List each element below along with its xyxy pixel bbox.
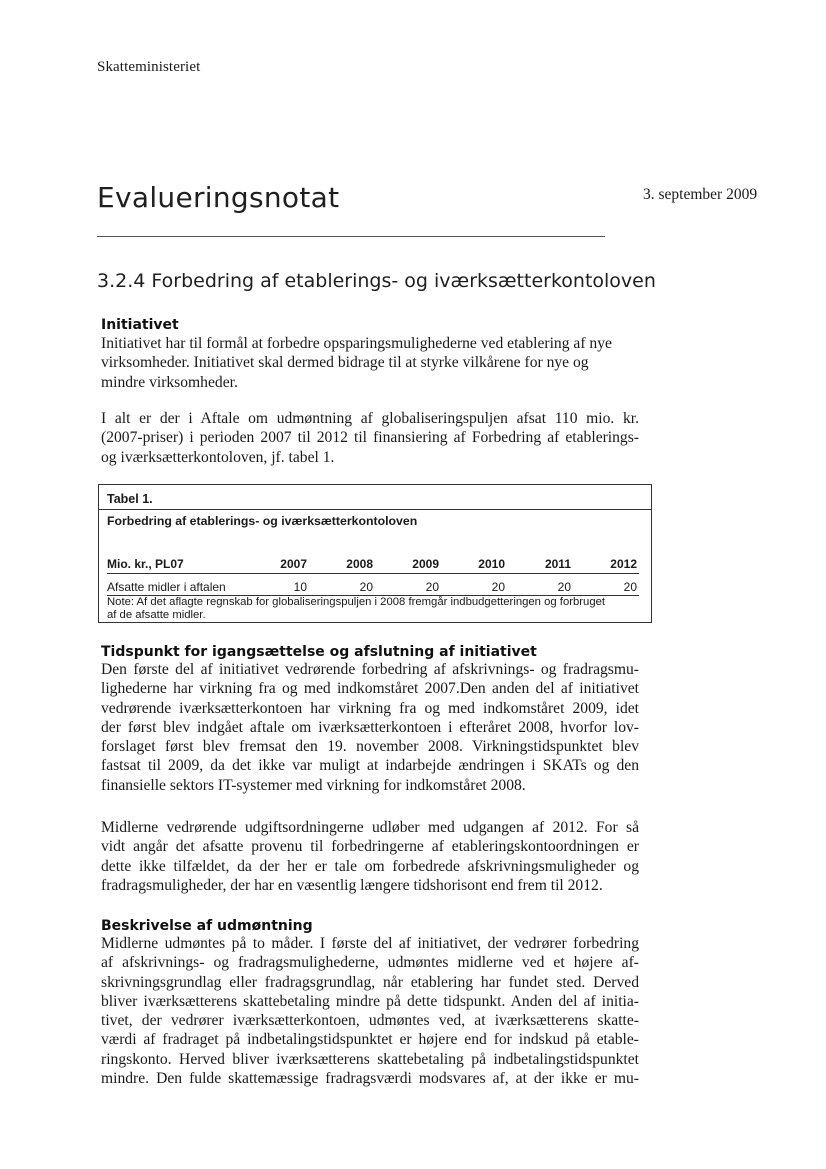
table-note bbox=[107, 596, 643, 622]
text-line: der først blev indgået aftale om iværksætterkontoen i efteråret 2008, hvorfor lov- bbox=[101, 718, 639, 736]
text-line: fastsat til 2009, da det ikke var muligt at indarbejde ændringen i SKATs og den bbox=[101, 757, 639, 775]
subheading-beskrivelse: Beskrivelse af udmøntning bbox=[101, 918, 313, 934]
table-year-header: 2010 bbox=[478, 557, 505, 571]
table-caption: Tabel 1. bbox=[107, 492, 153, 506]
paragraph-tidspunkt-1 bbox=[101, 660, 639, 795]
text-line: skrivningsgrundlag eller fradragsgrundlag, når etablering har fundet sted. Derved bbox=[101, 973, 639, 991]
table-cell: 20 bbox=[359, 580, 373, 594]
text-line: Initiativet har til formål at forbedre opsparingsmulighederne ved etablering af nye bbox=[101, 335, 612, 352]
table-cell: 20 bbox=[425, 580, 439, 594]
table-year-header: 2011 bbox=[544, 557, 571, 571]
table-header-rule bbox=[107, 573, 639, 574]
text-line: tivet, der vedrører iværksætterkontoen, udmøntes ved, at iværksætterens skatte- bbox=[101, 1012, 639, 1030]
text-line: vidt angår det afsatte provenu til forbedringerne af etableringskontoordningen er bbox=[101, 838, 639, 856]
table-year-header: 2009 bbox=[412, 557, 439, 571]
text-line: (2007-priser) i perioden 2007 til 2012 til finansiering af Forbedring af etablerings- bbox=[101, 429, 639, 447]
text-line: virksomheder. Initiativet skal dermed bidrage til at styrke vilkårene for nye og bbox=[101, 354, 589, 372]
document-title: Evalueringsnotat bbox=[97, 181, 340, 214]
text-line: værdi af fradraget på indbetalingstidspunktet er højere end for indskud på etable- bbox=[101, 1031, 639, 1049]
subheading-initiativet: Initiativet bbox=[101, 317, 179, 333]
text-line: af afskrivnings- og fradragsmulighederne, udmøntes midlerne ved et højere af- bbox=[101, 954, 639, 972]
table-year-header: 2008 bbox=[346, 557, 373, 571]
title-divider bbox=[97, 236, 605, 237]
table-title: Forbedring af etablerings- og iværksætterkontoloven bbox=[107, 514, 418, 528]
table-1 bbox=[98, 484, 652, 623]
table-cell: 20 bbox=[557, 580, 571, 594]
paragraph-initiativet-2 bbox=[101, 409, 639, 467]
text-line: Den første del af initiativet vedrørende forbedring af afskrivnings- og fradragsmu- bbox=[101, 661, 639, 678]
table-cell: 20 bbox=[623, 580, 637, 594]
text-line: dette ikke tilfældet, da der her er tale om forbedrede afskrivningsmuligheder og bbox=[101, 857, 639, 875]
table-year-header: 2007 bbox=[280, 557, 307, 571]
table-cell: 10 bbox=[293, 580, 307, 594]
paragraph-initiativet-1 bbox=[101, 334, 639, 392]
organization-name: Skatteministeriet bbox=[97, 59, 201, 75]
text-line: finansielle sektors IT-systemer med virkning for indkomståret 2008. bbox=[101, 776, 526, 794]
text-line: lighederne har virkning fra og med indkomståret 2007.Den anden del af initiativet bbox=[101, 680, 639, 698]
section-heading: 3.2.4 Forbedring af etablerings- og iværksætterkontoloven bbox=[97, 270, 656, 292]
text-line: I alt er der i Aftale om udmøntning af globaliseringspuljen afsat 110 mio. kr. bbox=[101, 410, 639, 427]
text-line: fradragsmuligheder, der har en væsentlig længere tidshorisont end frem til 2012. bbox=[101, 876, 603, 894]
table-cell: 20 bbox=[491, 580, 505, 594]
paragraph-beskrivelse-1 bbox=[101, 934, 639, 1088]
text-line: Midlerne vedrørende udgiftsordningerne udløber med udgangen af 2012. For så bbox=[101, 819, 639, 836]
table-note-line: Note: Af det aflagte regnskab for globaliseringspuljen i 2008 fremgår indbudgetteringen og forbruget bbox=[107, 596, 606, 608]
text-line: vedrørende iværksætterkontoen har virkning fra og med indkomståret 2009, idet bbox=[101, 699, 639, 717]
text-line: forslaget først blev fremsat den 19. november 2008. Virkningstidspunktet blev bbox=[101, 738, 639, 756]
table-note-line: af de afsatte midler. bbox=[107, 609, 206, 621]
subheading-tidspunkt: Tidspunkt for igangsættelse og afslutning af initiativet bbox=[101, 644, 537, 660]
document-date: 3. september 2009 bbox=[643, 186, 758, 203]
paragraph-tidspunkt-2 bbox=[101, 818, 639, 895]
table-row-label: Afsatte midler i aftalen bbox=[107, 580, 226, 594]
table-unit-header: Mio. kr., PL07 bbox=[107, 557, 184, 571]
text-line: bliver iværksætterens skattebetaling mindre på dette tidspunkt. Anden del af initia- bbox=[101, 992, 639, 1010]
text-line: ringskonto. Herved bliver iværksætterens skattebetaling på indbetalingstidspunktet bbox=[101, 1050, 639, 1068]
text-line: mindre. Den fulde skattemæssige fradragsværdi modsvares af, at der ikke er mu- bbox=[101, 1070, 639, 1088]
text-line: mindre virksomheder. bbox=[101, 373, 238, 391]
table-divider bbox=[99, 509, 651, 510]
text-line: Midlerne udmøntes på to måder. I første del af initiativet, der vedrører forbedring bbox=[101, 935, 639, 952]
text-line: og iværksætterkontoloven, jf. tabel 1. bbox=[101, 448, 335, 466]
table-year-header: 2012 bbox=[610, 557, 637, 571]
